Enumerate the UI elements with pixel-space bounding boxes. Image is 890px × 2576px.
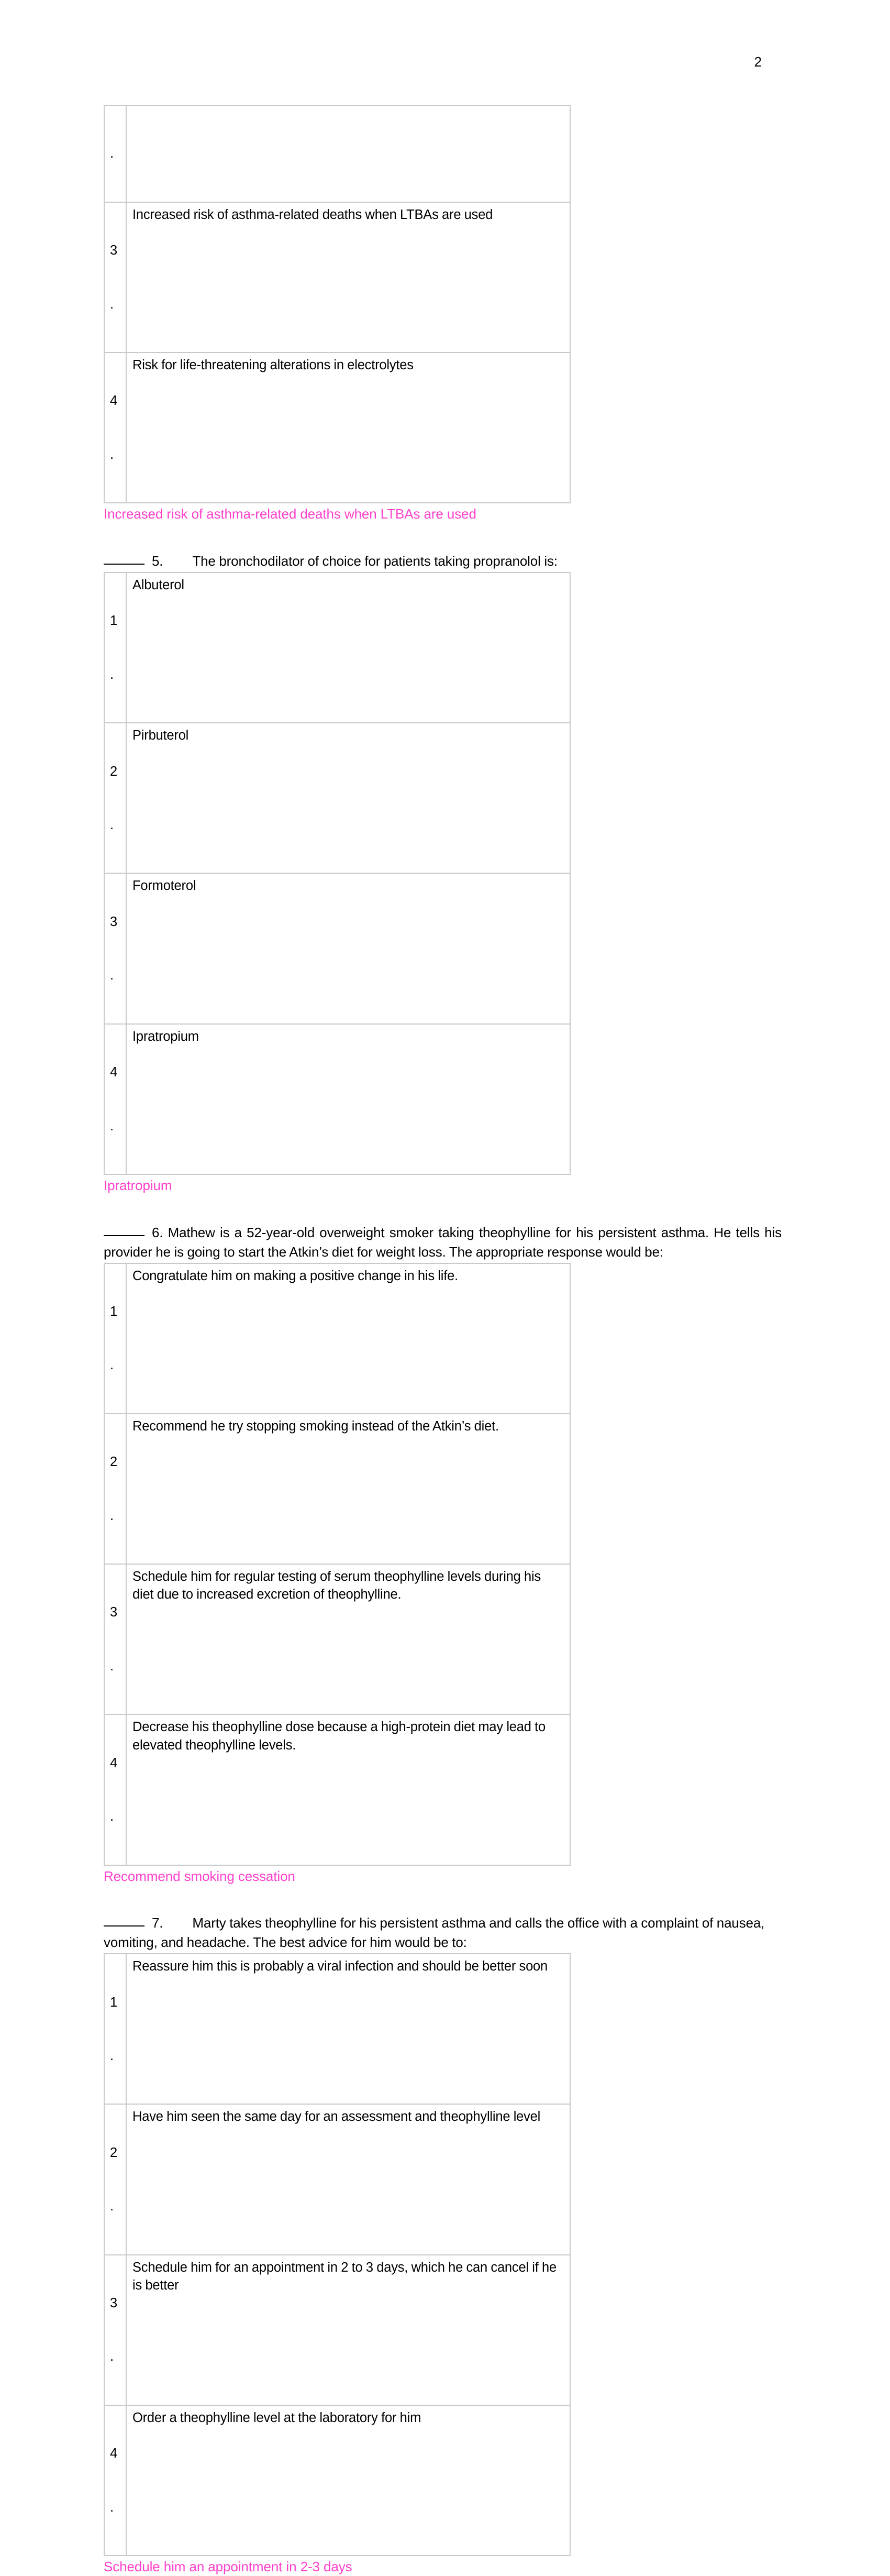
question-number: 6. <box>152 1224 163 1240</box>
table-row[interactable] <box>104 1414 570 1564</box>
question-number: 5. <box>152 553 163 569</box>
option-number: 1 . <box>104 1954 126 2104</box>
answer-blank[interactable] <box>104 1235 144 1236</box>
question-stem-q6 <box>104 1223 782 1262</box>
option-number: 2 . <box>104 723 126 873</box>
question-text: Marty takes theophylline for his persistent asthma and calls the office with a complaint of nausea, vomiting, and headache. The best advice for him would be to: <box>104 1915 765 1951</box>
option-number: 3 . <box>104 2255 126 2405</box>
option-text: Ipratropium <box>126 1024 570 1174</box>
table-row[interactable] <box>104 105 570 202</box>
table-row[interactable] <box>104 1954 570 2104</box>
option-text: Recommend he try stopping smoking instead of the Atkin’s diet. <box>126 1414 570 1564</box>
answer-text-q6: Recommend smoking cessation <box>104 1868 295 1884</box>
option-number: 4 . <box>104 2405 126 2556</box>
option-number: 1 . <box>104 573 126 723</box>
option-text: Decrease his theophylline dose because a high-protein diet may lead to elevated theophylline levels. <box>126 1714 570 1865</box>
answer-blank[interactable] <box>104 1925 144 1927</box>
option-text: Reassure him this is probably a viral infection and should be better soon <box>126 1954 570 2104</box>
option-number: 2 . <box>104 1414 126 1564</box>
table-row[interactable] <box>104 723 570 873</box>
option-text: Increased risk of asthma-related deaths when LTBAs are used <box>126 202 570 353</box>
option-text: Risk for life-threatening alterations in electrolytes <box>126 353 570 503</box>
table-row[interactable] <box>104 353 570 503</box>
document-content <box>104 105 782 2576</box>
option-text <box>126 105 570 202</box>
table-row[interactable] <box>104 1024 570 1174</box>
option-text: Albuterol <box>126 573 570 723</box>
table-row[interactable] <box>104 1263 570 1414</box>
spacer <box>104 523 782 552</box>
answer-blank[interactable] <box>104 564 144 565</box>
answer-text-q7: Schedule him an appointment in 2-3 days <box>104 2559 352 2575</box>
options-table-q6 <box>104 1263 571 1866</box>
option-number: 4 . <box>104 1024 126 1174</box>
question-number: 7. <box>152 1915 163 1931</box>
options-table-q7 <box>104 1953 571 2556</box>
table-row[interactable] <box>104 573 570 723</box>
question-stem-q7 <box>104 1913 782 1952</box>
option-text: Schedule him for an appointment in 2 to 3 days, which he can cancel if he is better <box>126 2255 570 2405</box>
option-number: 2 . <box>104 2104 126 2254</box>
option-text: Schedule him for regular testing of serum theophylline levels during his diet due to increased excretion of theophylline. <box>126 1564 570 1714</box>
table-row[interactable] <box>104 1714 570 1865</box>
option-number: 4 . <box>104 353 126 503</box>
table-row[interactable] <box>104 1564 570 1714</box>
option-text: Pirbuterol <box>126 723 570 873</box>
options-table-q5 <box>104 572 571 1175</box>
option-text: Order a theophylline level at the laboratory for him <box>126 2405 570 2556</box>
option-number: 3 . <box>104 1564 126 1714</box>
spacer <box>104 1885 782 1913</box>
spacer <box>104 1195 782 1223</box>
options-table-q4 <box>104 105 571 503</box>
option-text: Congratulate him on making a positive change in his life. <box>126 1263 570 1414</box>
option-number: 3 . <box>104 202 126 353</box>
question-text: The bronchodilator of choice for patients taking propranolol is: <box>192 553 558 569</box>
answer-text-q5: Ipratropium <box>104 1177 172 1193</box>
option-number: 3 . <box>104 873 126 1023</box>
page-number: 2 <box>754 54 762 70</box>
question-stem-q5 <box>104 552 782 571</box>
table-row[interactable] <box>104 2104 570 2254</box>
table-row[interactable] <box>104 202 570 353</box>
option-number: . <box>104 105 126 202</box>
option-number: 1 . <box>104 1263 126 1414</box>
option-text: Have him seen the same day for an assessment and theophylline level <box>126 2104 570 2254</box>
table-row[interactable] <box>104 873 570 1023</box>
question-text: Mathew is a 52-year-old overweight smoker taking theophylline for his persistent asthma. He tells his provider he is going to start the Atkin’s diet for weight loss. The appropriate response would be: <box>104 1224 782 1260</box>
option-number: 4 . <box>104 1714 126 1865</box>
table-row[interactable] <box>104 2405 570 2556</box>
option-text: Formoterol <box>126 873 570 1023</box>
table-row[interactable] <box>104 2255 570 2405</box>
answer-text-q4: Increased risk of asthma-related deaths when LTBAs are used <box>104 506 476 522</box>
